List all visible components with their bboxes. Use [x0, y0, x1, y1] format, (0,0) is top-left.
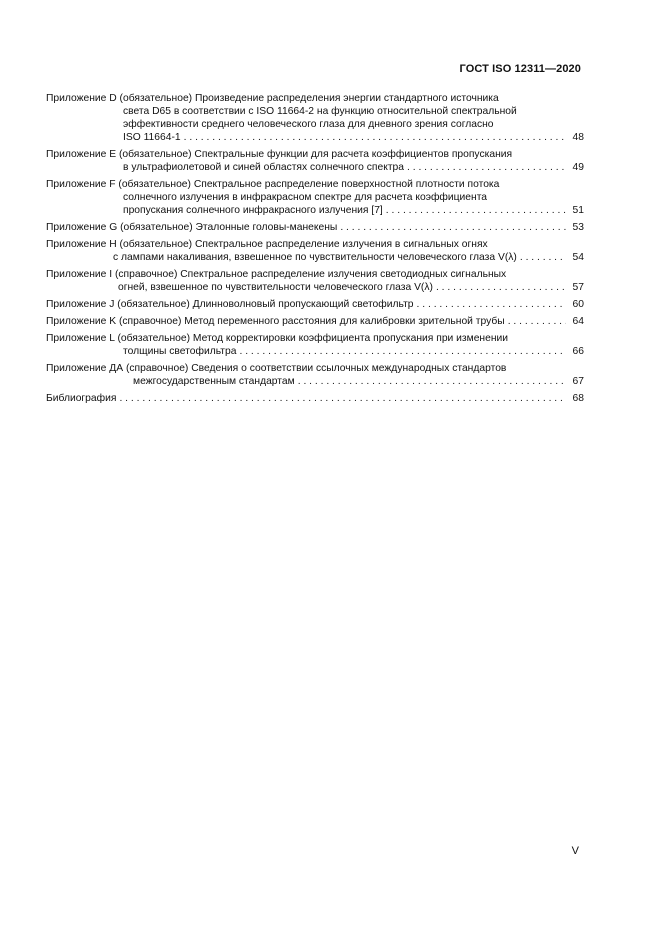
- toc-entry[interactable]: [46, 178, 584, 217]
- toc-entry[interactable]: [46, 298, 584, 311]
- toc-entry-line: [46, 238, 584, 251]
- toc-entry[interactable]: [46, 92, 584, 144]
- toc-entry-line: [46, 118, 584, 131]
- toc-page-number: 49: [572, 162, 584, 173]
- toc-entry-line: [46, 268, 584, 281]
- toc-entry-text: пропускания солнечного инфракрасного излучения [7]: [123, 205, 383, 216]
- toc-entry[interactable]: [46, 238, 584, 264]
- toc-page-number: 53: [572, 222, 584, 233]
- toc-entry-line: [46, 191, 584, 204]
- table-of-contents: [46, 92, 584, 409]
- toc-page-number: 48: [572, 132, 584, 143]
- toc-entry-text: Приложение I (справочное) Спектральное распределение излучения светодиодных сигнальных: [46, 269, 507, 280]
- toc-entry-line: [46, 131, 584, 144]
- toc-entry[interactable]: [46, 332, 584, 358]
- toc-entry-line: [46, 345, 584, 358]
- toc-entry-text: Приложение ДА (справочное) Сведения о соответствии ссылочных международных стандартов: [46, 363, 507, 374]
- toc-dot-leader: [181, 131, 566, 144]
- toc-entry-line: [46, 204, 584, 217]
- toc-dot-leader: [517, 251, 566, 264]
- toc-page-number: 67: [572, 376, 584, 387]
- toc-entry-text: межгосударственным стандартам: [133, 376, 295, 387]
- toc-dot-leader: [295, 375, 566, 388]
- toc-page-number: 64: [572, 316, 584, 327]
- toc-entry-text: Библиография: [46, 393, 117, 404]
- toc-entry-line: [46, 251, 584, 264]
- toc-entry-line: [46, 332, 584, 345]
- toc-entry-line: [46, 315, 584, 328]
- toc-entry-text: толщины светофильтра: [123, 346, 237, 357]
- toc-entry-text: Приложение Н (обязательное) Спектральное распределение излучения в сигнальных огнях: [46, 239, 488, 250]
- toc-entry-line: [46, 392, 584, 405]
- toc-dot-leader: [404, 161, 566, 174]
- toc-entry[interactable]: [46, 315, 584, 328]
- page-number: V: [571, 845, 579, 857]
- toc-dot-leader: [116, 392, 566, 405]
- toc-entry-text: огней, взвешенное по чувствительности человеческого глаза V(λ): [118, 282, 433, 293]
- toc-entry[interactable]: [46, 362, 584, 388]
- toc-dot-leader: [414, 298, 566, 311]
- document-header-code: ГОСТ ISO 12311—2020: [459, 63, 581, 75]
- toc-dot-leader: [433, 281, 566, 294]
- toc-entry-text: в ультрафиолетовой и синей областях солнечного спектра: [123, 162, 404, 173]
- toc-entry-line: [46, 221, 584, 234]
- toc-page-number: 57: [572, 282, 584, 293]
- toc-entry-text: Приложение G (обязательное) Эталонные головы-манекены: [46, 222, 338, 233]
- toc-entry-text: эффективности среднего человеческого глаза для дневного зрения согласно: [123, 119, 494, 130]
- toc-entry-text: с лампами накаливания, взвешенное по чувствительности человеческого глаза V(λ): [113, 252, 517, 263]
- toc-entry-line: [46, 375, 584, 388]
- toc-page-number: 66: [572, 346, 584, 357]
- toc-entry-text: ISO 11664-1: [123, 132, 181, 143]
- toc-entry-line: [46, 298, 584, 311]
- toc-entry-text: Приложение L (обязательное) Метод корректировки коэффициента пропускания при изменении: [46, 333, 509, 344]
- toc-entry-line: [46, 281, 584, 294]
- toc-entry-text: света D65 в соответствии с ISO 11664-2 на функцию относительной спектральной: [123, 106, 517, 117]
- toc-page-number: 68: [572, 393, 584, 404]
- toc-entry-text: Приложение K (справочное) Метод переменного расстояния для калибровки зрительной трубы: [46, 316, 505, 327]
- toc-entry-text: Приложение F (обязательное) Спектральное распределение поверхностной плотности потока: [46, 179, 500, 190]
- toc-entry[interactable]: [46, 148, 584, 174]
- toc-entry-text: Приложение Е (обязательное) Спектральные функции для расчета коэффициентов пропускания: [46, 149, 513, 160]
- toc-entry[interactable]: [46, 268, 584, 294]
- toc-entry-line: [46, 92, 584, 105]
- toc-entry-text: солнечного излучения в инфракрасном спектре для расчета коэффициента: [123, 192, 488, 203]
- toc-entry-line: [46, 161, 584, 174]
- toc-page-number: 51: [572, 205, 584, 216]
- toc-dot-leader: [236, 345, 566, 358]
- toc-entry-line: [46, 178, 584, 191]
- toc-dot-leader: [337, 221, 566, 234]
- toc-entry-text: Приложение J (обязательное) Длинноволновый пропускающий светофильтр: [46, 299, 414, 310]
- toc-page-number: 54: [572, 252, 584, 263]
- toc-page-number: 60: [572, 299, 584, 310]
- toc-entry[interactable]: [46, 221, 584, 234]
- toc-dot-leader: [383, 204, 566, 217]
- toc-entry-text: Приложение D (обязательное) Произведение распределения энергии стандартного источника: [46, 93, 499, 104]
- toc-entry[interactable]: [46, 392, 584, 405]
- toc-entry-line: [46, 148, 584, 161]
- toc-dot-leader: [505, 315, 566, 328]
- toc-entry-line: [46, 362, 584, 375]
- toc-entry-line: [46, 105, 584, 118]
